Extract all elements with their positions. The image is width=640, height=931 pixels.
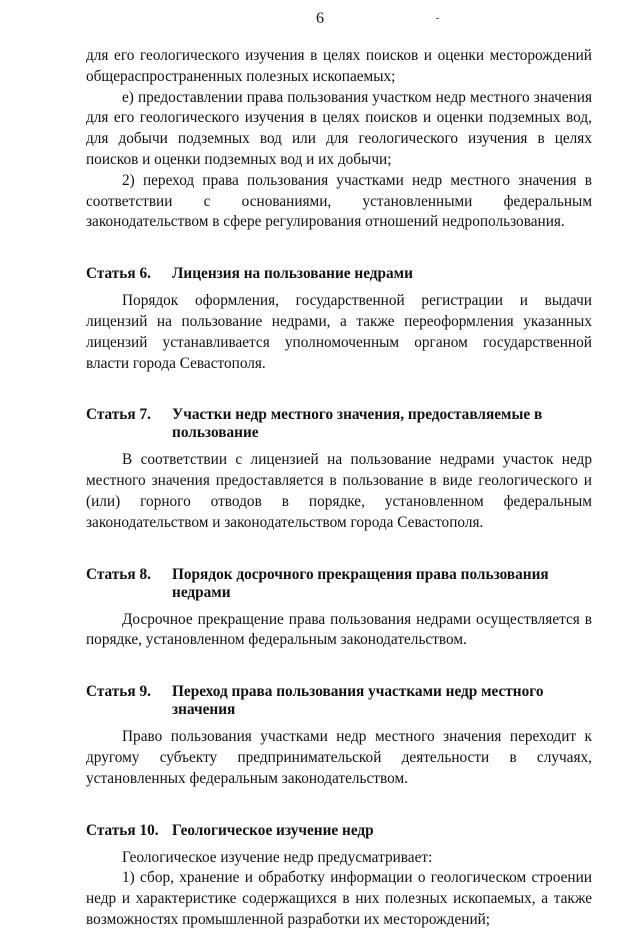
article-heading: [86, 683, 592, 719]
paragraph: Право пользования участками недр местного значения переходит к другому субъекту предпринимательской деятельности в случаях, установленных федеральным законодательством.: [86, 728, 592, 787]
paragraph: для его геологического изучения в целях поисков и оценки месторождений общераспространенных полезных ископаемых;: [86, 47, 592, 85]
paragraph: Геологическое изучение недр предусматривает:: [122, 848, 433, 866]
document-body: [86, 46, 592, 931]
paragraph: Досрочное прекращение права пользования недрами осуществляется в порядке, установленном федеральным законодательством.: [86, 610, 592, 649]
page-number: 6: [316, 10, 324, 27]
article-number: Статья 7.: [86, 406, 151, 424]
paragraph: В соответствии с лицензией на пользование недрами участок недр местного значения предоставляется в пользование в виде геологического и (или) горного отводов в порядке, установленном федеральным законодательством и законодательством города Севастополя.: [86, 451, 592, 531]
article-number: Статья 8.: [86, 565, 151, 583]
article-heading: [86, 822, 592, 840]
article-title: Геологическое изучение недр: [172, 821, 374, 839]
article-heading: [86, 406, 592, 442]
article-number: Статья 9.: [86, 683, 151, 701]
article-title: Порядок досрочного прекращения права пользования недрами: [172, 565, 549, 601]
article-title: Лицензия на пользование недрами: [172, 265, 413, 283]
paragraph: 1) сбор, хранение и обработку информации о геологическом строении недр и характеристике содержащихся в них полезных ископаемых, а также возможностях промышленной разработки их месторождений;: [86, 869, 592, 928]
article-heading: [86, 265, 592, 283]
article-title: Участки недр местного значения, предоставляемые в пользование: [172, 406, 543, 442]
article-number: Статья 10.: [86, 821, 159, 839]
scan-speck: [436, 18, 439, 19]
article-heading: [86, 566, 592, 602]
paragraph: 2) переход права пользования участками недр местного значения в соответствии с основаниями, установленными федеральным законодательством в сфере регулирования отношений недропользования.: [86, 171, 592, 231]
paragraph: Порядок оформления, государственной регистрации и выдачи лицензий на пользование недрами, а также переоформления указанных лицензий устанавливается уполномоченным органом государственной власти города Севастополя.: [86, 292, 592, 372]
article-title: Переход права пользования участками недр местного значения: [172, 683, 544, 719]
article-number: Статья 6.: [86, 265, 151, 283]
paragraph: е) предоставлении права пользования участком недр местного значения для его геологического изучения в целях поисков и оценки подземных вод, для добычи подземных вод или для геологического изучения в целях поисков и оценки подземных вод и их добычи;: [86, 88, 592, 168]
